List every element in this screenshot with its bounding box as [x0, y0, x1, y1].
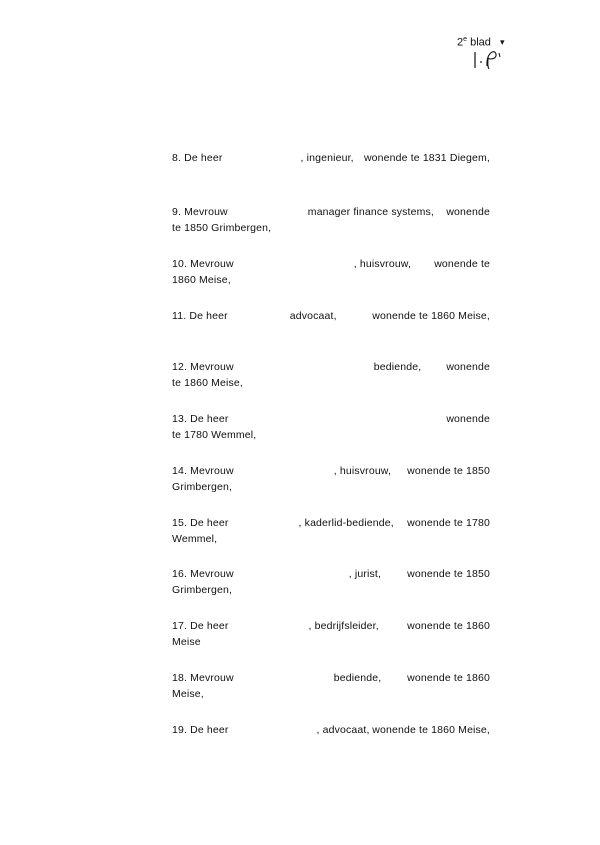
entry-title: Mevrouw [190, 672, 234, 684]
entry-title: Mevrouw [184, 206, 228, 218]
entry-title: De heer [190, 517, 229, 529]
entry-residence: wonende [446, 361, 490, 373]
entry-residence: wonende te 1831 Diegem, [363, 152, 490, 164]
list-item [172, 618, 490, 650]
entry-occupation: manager finance systems, [307, 206, 434, 218]
list-item [172, 515, 490, 547]
entry-lead [172, 359, 421, 375]
entry-residence: wonende te 1860 [407, 672, 490, 684]
handwritten-initials [470, 46, 506, 72]
entry-second-line: 1860 Meise, [172, 274, 231, 286]
entry-second-line: te 1780 Wemmel, [172, 429, 257, 441]
list-item [172, 256, 490, 288]
entry-second-line: Meise [172, 636, 201, 648]
entry-lead [172, 204, 434, 220]
entry-lead [172, 566, 381, 582]
entry-occupation: , advocaat, [316, 724, 370, 736]
entry-title: De heer [190, 724, 229, 736]
entry-first-line [172, 204, 490, 220]
entry-occupation: , ingenieur, [300, 152, 354, 164]
entry-second-line: te 1850 Grimbergen, [172, 222, 272, 234]
entry-residence: wonende [446, 413, 490, 425]
entry-occupation: bediende, [373, 361, 422, 373]
entry-second-line: Grimbergen, [172, 481, 233, 493]
entry-number: 9. [172, 206, 182, 218]
list-item [172, 150, 490, 166]
entry-first-line [172, 463, 490, 479]
entry-occupation: , jurist, [348, 568, 382, 580]
entry-first-line [172, 411, 490, 427]
entry-residence: wonende [446, 206, 490, 218]
entry-lead [172, 150, 354, 166]
entry-number: 10. [172, 258, 188, 270]
list-item [172, 722, 490, 738]
entry-lead [172, 515, 394, 531]
entry-first-line [172, 670, 490, 686]
entry-number: 15. [172, 517, 188, 529]
entry-first-line [172, 618, 490, 634]
list-item [172, 463, 490, 495]
entry-lead [172, 670, 381, 686]
entry-first-line [172, 150, 490, 166]
entry-residence: wonende te 1860 [407, 620, 490, 632]
entry-number: 17. [172, 620, 188, 632]
sheet-number-digit: 2 [457, 36, 464, 49]
entry-occupation: , bedrijfsleider, [308, 620, 379, 632]
entry-number: 16. [172, 568, 188, 580]
entry-first-line [172, 256, 490, 272]
entry-second-line: Wemmel, [172, 533, 218, 545]
entry-title: Mevrouw [190, 258, 234, 270]
entry-number: 11. [172, 310, 187, 322]
entry-residence: wonende te [434, 258, 490, 270]
entry-lead [172, 463, 391, 479]
entry-first-line [172, 515, 490, 531]
entry-title: Mevrouw [190, 568, 234, 580]
entry-lead [172, 411, 439, 427]
list-item [172, 670, 490, 702]
entry-lead [172, 618, 379, 634]
entry-first-line [172, 722, 490, 738]
entry-number: 12. [172, 361, 188, 373]
entry-title: Mevrouw [190, 465, 234, 477]
sheet-label: blad [470, 36, 491, 49]
entry-title: De heer [190, 413, 229, 425]
list-item [172, 566, 490, 598]
entry-occupation: bediende, [333, 672, 382, 684]
list-item [172, 204, 490, 236]
list-item [172, 308, 490, 324]
entry-title: De heer [189, 310, 228, 322]
entry-residence: wonende te 1860 Meise, [372, 310, 490, 322]
entry-occupation: , huisvrouw, [353, 258, 412, 270]
entry-first-line [172, 566, 490, 582]
entry-occupation: , kaderlid-bediende, [298, 517, 394, 529]
entry-number: 18. [172, 672, 188, 684]
sheet-number-suffix: e [463, 36, 468, 43]
list-item [172, 411, 490, 443]
entry-residence: wonende te 1850 [407, 465, 490, 477]
entry-second-line: Meise, [172, 688, 204, 700]
entry-occupation: , huisvrouw, [333, 465, 392, 477]
corner-mark-icon: ▾ [500, 37, 505, 47]
entry-first-line [172, 308, 490, 324]
entry-occupation: advocaat, [289, 310, 337, 322]
entry-residence: wonende te 1780 [407, 517, 490, 529]
entry-number: 8. [172, 152, 182, 164]
entry-residence: wonende te 1850 [407, 568, 490, 580]
entry-first-line [172, 359, 490, 375]
entry-number: 19. [172, 724, 188, 736]
entry-residence: wonende te 1860 Meise, [372, 724, 490, 736]
entry-lead [172, 256, 411, 272]
entry-second-line: Grimbergen, [172, 584, 233, 596]
entry-lead [172, 722, 370, 738]
entry-number: 13. [172, 413, 188, 425]
entry-lead [172, 308, 337, 324]
entry-title: De heer [184, 152, 223, 164]
list-item [172, 359, 490, 391]
entry-title: Mevrouw [190, 361, 234, 373]
entry-title: De heer [190, 620, 229, 632]
entry-number: 14. [172, 465, 188, 477]
entry-second-line: te 1860 Meise, [172, 377, 243, 389]
